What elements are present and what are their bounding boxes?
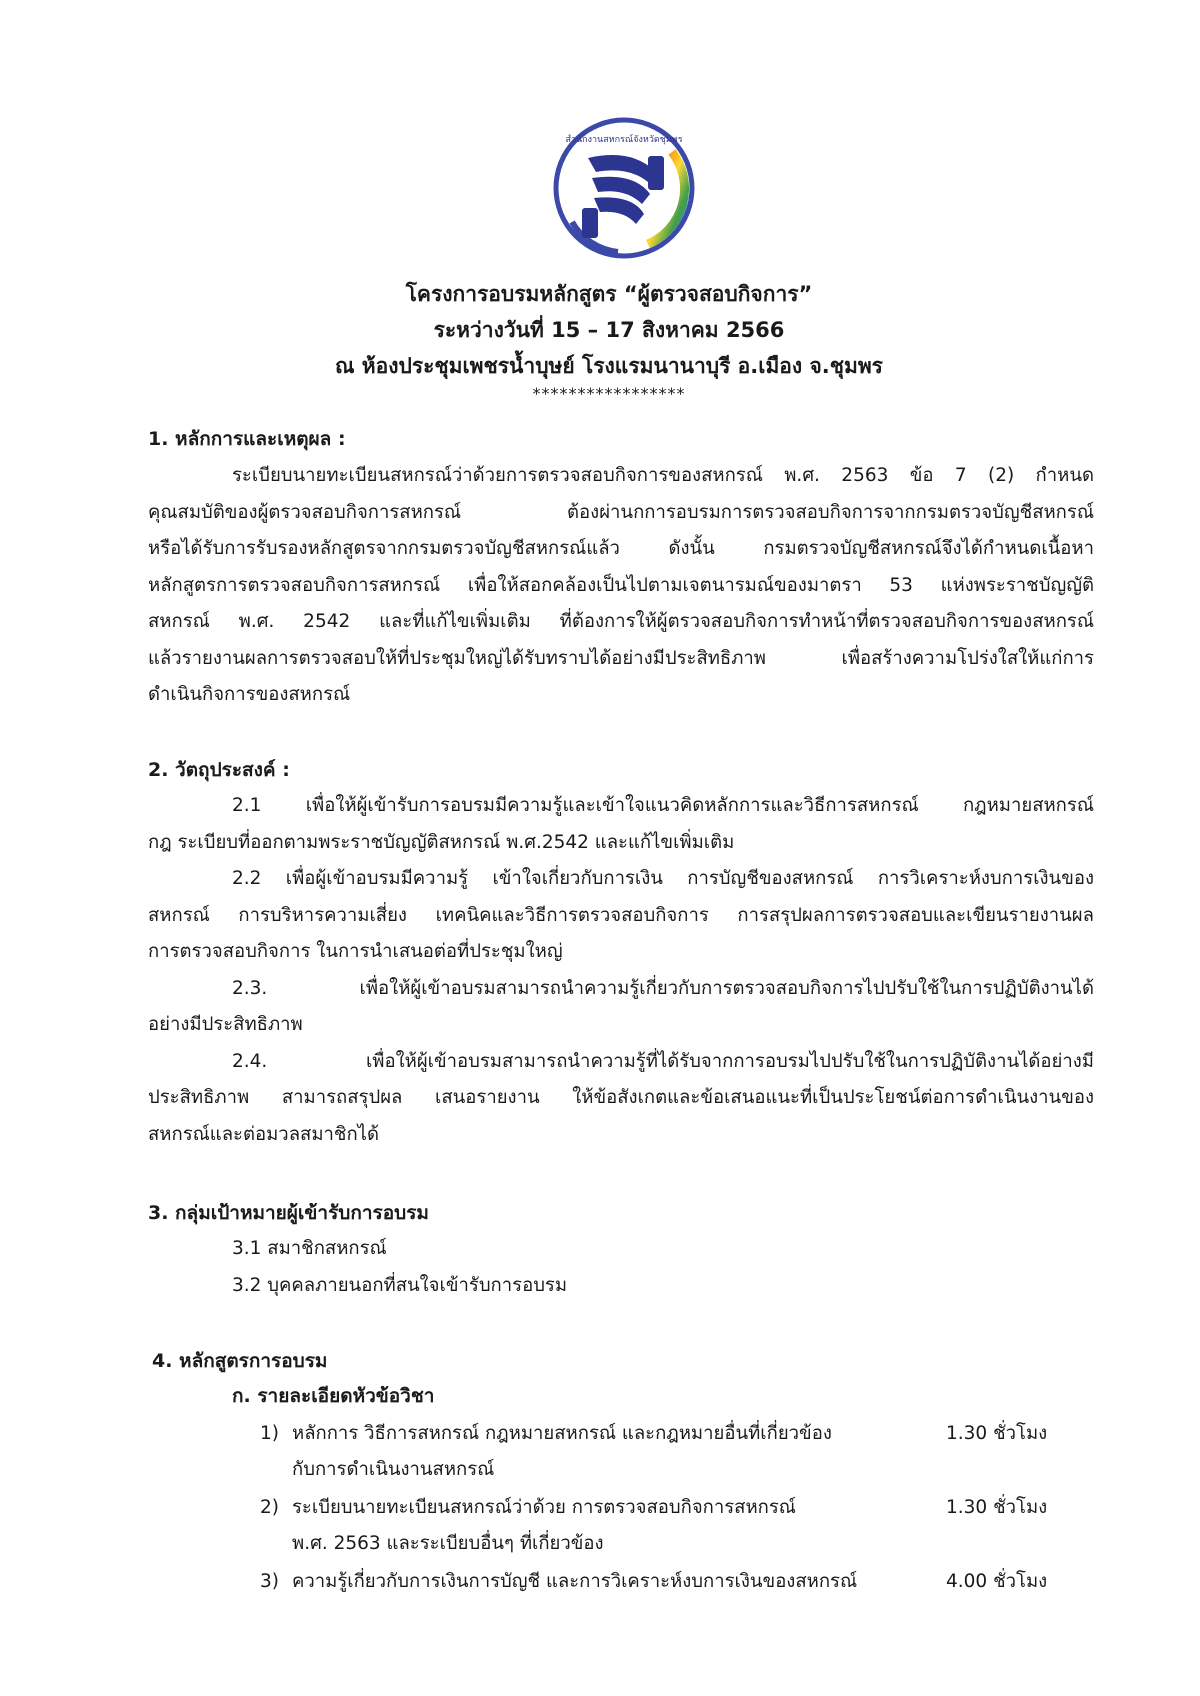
paragraph-line: 2.4. เพื่อให้ผู้เข้าอบรมสามารถนำความรู้ที่ได้รับจากการอบรมไปปรับใช้ในการปฏิบัติงานได้อย่างมี xyxy=(232,1050,1094,1072)
header-title: โครงการอบรมหลักสูตร “ผู้ตรวจสอบกิจการ” xyxy=(405,282,813,306)
course-number: 1) xyxy=(260,1423,279,1444)
section-3-title: 3. กลุ่มเป้าหมายผู้เข้ารับการอบรม xyxy=(148,1202,429,1224)
course-text-continued: พ.ศ. 2563 และระเบียบอื่นๆ ที่เกี่ยวข้อง xyxy=(292,1533,604,1554)
course-number: 2) xyxy=(260,1497,279,1518)
header-date: ระหว่างวันที่ 15 – 17 สิงหาคม 2566 xyxy=(433,318,785,342)
section-1-body xyxy=(148,458,1094,714)
paragraph-line: สหกรณ์ พ.ศ. 2542 และที่แก้ไขเพิ่มเติม ที่ต้องการให้ผู้ตรวจสอบกิจการทำหน้าที่ตรวจสอบกิจการของสหกรณ์ xyxy=(148,611,1094,632)
section-1-title: 1. หลักการและเหตุผล : xyxy=(148,428,346,450)
document-header xyxy=(0,276,1200,404)
paragraph-line: แล้วรายงานผลการตรวจสอบให้ที่ประชุมใหญ่ได้รับทราบได้อย่างมีประสิทธิภาพ เพื่อสร้างความโปร่งใสให้แก่การ xyxy=(148,647,1094,669)
course-details-subtitle: ก. รายละเอียดหัวข้อวิชา xyxy=(232,1385,435,1407)
paragraph-line: ระเบียบนายทะเบียนสหกรณ์ว่าด้วยการตรวจสอบกิจการของสหกรณ์ พ.ศ. 2563 ข้อ 7 (2) กำหนด xyxy=(232,465,1094,486)
paragraph-line: คุณสมบัติของผู้ตรวจสอบกิจการสหกรณ์ ต้องผ่านกการอบรมการตรวจสอบกิจการจากกรมตรวจบัญชีสหกรณ์ xyxy=(148,501,1094,523)
course-number: 3) xyxy=(260,1571,279,1592)
header-separator: ***************** xyxy=(532,384,686,403)
header-venue: ณ ห้องประชุมเพชรน้ำบุษย์ โรงแรมนานาบุรี อ.เมือง จ.ชุมพร xyxy=(335,354,883,378)
cooperative-office-logo xyxy=(548,112,700,264)
course-hours: 1.30 ชั่วโมง xyxy=(946,1497,1048,1518)
section-2-title: 2. วัตถุประสงค์ : xyxy=(148,759,290,781)
course-text-continued: กับการดำเนินงานสหกรณ์ xyxy=(292,1459,495,1480)
paragraph-line: ประสิทธิภาพ สามารถสรุปผล เสนอรายงาน ให้ข้อสังเกตและข้อเสนอแนะที่เป็นประโยชน์ต่อการดำเนินงานของ xyxy=(148,1087,1094,1108)
course-text: ระเบียบนายทะเบียนสหกรณ์ว่าด้วย การตรวจสอบกิจการสหกรณ์ xyxy=(292,1497,796,1518)
paragraph-line: การตรวจสอบกิจการ ในการนำเสนอต่อที่ประชุมใหญ่ xyxy=(148,941,563,962)
paragraph-line: หลักสูตรการตรวจสอบกิจการสหกรณ์ เพื่อให้สอกคล้องเป็นไปตามเจตนารมณ์ของมาตรา 53 แห่งพระราชบัญญัติ xyxy=(148,574,1094,596)
course-text: ความรู้เกี่ยวกับการเงินการบัญชี และการวิเคราะห์งบการเงินของสหกรณ์ xyxy=(292,1571,858,1592)
paragraph-line: 2.3. เพื่อให้ผู้เข้าอบรมสามารถนำความรู้เกี่ยวกับการตรวจสอบกิจการไปปรับใช้ในการปฏิบัติงานได้ xyxy=(232,977,1094,999)
paragraph-line: หรือได้รับการรับรองหลักสูตรจากกรมตรวจบัญชีสหกรณ์แล้ว ดังนั้น กรมตรวจบัญชีสหกรณ์จึงได้กำหนดเนื้อหา xyxy=(148,538,1094,559)
logo-arc-text: สำนักงานสหกรณ์จังหวัดชุมพร xyxy=(565,135,683,145)
target-group-item: 3.1 สมาชิกสหกรณ์ xyxy=(232,1238,387,1259)
paragraph-line: อย่างมีประสิทธิภาพ xyxy=(148,1014,303,1035)
section-4-title: 4. หลักสูตรการอบรม xyxy=(152,1350,328,1372)
paragraph-line: กฎ ระเบียบที่ออกตามพระราชบัญญัติสหกรณ์ พ.ศ.2542 และแก้ไขเพิ่มเติม xyxy=(148,831,735,853)
course-hours: 4.00 ชั่วโมง xyxy=(946,1571,1048,1592)
paragraph-line: สหกรณ์ การบริหารความเสี่ยง เทคนิคและวิธีการตรวจสอบกิจการ การสรุปผลการตรวจสอบและเขียนรายงานผล xyxy=(148,904,1094,926)
paragraph-line: 2.2 เพื่อผู้เข้าอบรมมีความรู้ เข้าใจเกี่ยวกับการเงิน การบัญชีของสหกรณ์ การวิเคราะห์งบการเงินของ xyxy=(232,868,1094,889)
target-group-item: 3.2 บุคคลภายนอกที่สนใจเข้ารับการอบรม xyxy=(232,1275,568,1296)
course-hours: 1.30 ชั่วโมง xyxy=(946,1423,1048,1444)
section-2-body xyxy=(148,788,1094,1153)
paragraph-line: 2.1 เพื่อให้ผู้เข้ารับการอบรมมีความรู้และเข้าใจแนวคิดหลักการและวิธีการสหกรณ์ กฎหมายสหกรณ์ xyxy=(232,795,1094,816)
course-text: หลักการ วิธีการสหกรณ์ กฎหมายสหกรณ์ และกฎหมายอื่นที่เกี่ยวข้อง xyxy=(292,1423,832,1444)
paragraph-line: สหกรณ์และต่อมวลสมาชิกได้ xyxy=(148,1123,379,1145)
paragraph-line: ดำเนินกิจการของสหกรณ์ xyxy=(148,684,351,705)
